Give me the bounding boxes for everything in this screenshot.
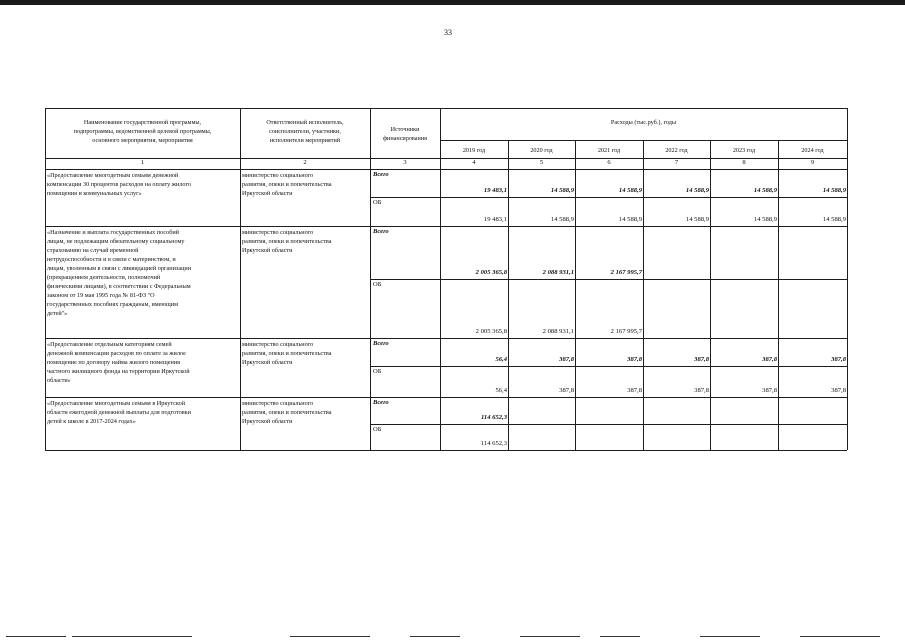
source-total-label: Всего [373, 399, 389, 406]
header-year: 2021 год [597, 147, 621, 154]
table-rule [45, 450, 847, 451]
header-name: Наименование государственной программы, подпрограммы, ведомственной целевой программы, основного мероприятия, мероприятия [73, 119, 212, 144]
total-value: 14 588,9 [550, 187, 574, 194]
ob-value: 387,8 [831, 387, 846, 394]
total-value: 2 005 365,8 [475, 269, 507, 276]
source-ob-label: ОБ [373, 368, 382, 375]
ob-value: 14 588,9 [618, 216, 642, 223]
column-number: 2 [303, 159, 307, 166]
header-expenses: Расходы (тыс.руб.), годы [610, 119, 677, 126]
ob-value: 19 483,1 [483, 216, 507, 223]
source-total-label: Всего [373, 340, 389, 347]
program-name: «Предоставление многодетным семьям в Иркутской области ежегодной денежной выплаты для подготовки детей к школе в 2017-2024 годах» [47, 400, 191, 425]
total-value: 14 588,9 [753, 187, 777, 194]
executor-name: министерство социального развития, опеки и попечительства Иркутской области [242, 229, 332, 254]
total-value: 2 088 931,1 [542, 269, 574, 276]
column-number: 3 [403, 159, 407, 166]
table-rule [45, 338, 847, 339]
total-value: 2 167 995,7 [610, 269, 642, 276]
table-rule [45, 108, 847, 109]
header-year: 2022 год [665, 147, 688, 154]
executor-name: министерство социального развития, опеки и попечительства Иркутской области [242, 172, 332, 197]
total-value: 14 588,9 [618, 187, 642, 194]
header-year: 2019 год [462, 147, 486, 154]
table-rule [45, 397, 847, 398]
column-number: 4 [472, 159, 476, 166]
program-name: «Назначение и выплата государственных пособий лицам, не подлежащим обязательному социальному страхованию на случай временной нетрудоспособности и в связи с материнством, и лицам, уволенным в связи с ликвидацией организации (прекращением деятельности, полномочий физическими лицами), в соответствии с Федеральным законом от 19 мая 1995 года № 81-ФЗ "О государственных пособиях гражданам, имеющим детей"» [47, 229, 192, 317]
header-year: 2024 год [801, 147, 824, 154]
total-value: 14 588,9 [685, 187, 709, 194]
ob-value: 387,8 [694, 387, 709, 394]
ob-value: 14 588,9 [822, 216, 846, 223]
executor-name: министерство социального развития, опеки и попечительства Иркутской области [242, 341, 332, 366]
total-value: 387,8 [762, 356, 777, 363]
source-ob-label: ОБ [373, 281, 382, 288]
total-value: 387,8 [559, 356, 574, 363]
ob-value: 387,8 [762, 387, 777, 394]
total-value: 387,8 [694, 356, 709, 363]
scan-top-border [0, 0, 905, 5]
executor-name: министерство социального развития, опеки и попечительства Иркутской области [242, 400, 332, 425]
ob-value: 387,8 [559, 387, 574, 394]
total-value: 387,8 [831, 356, 846, 363]
ob-value: 56,4 [495, 387, 507, 394]
scan-edge-mark [800, 636, 880, 637]
table-rule [45, 169, 847, 170]
total-value: 14 588,9 [822, 187, 846, 194]
table-rule [45, 226, 847, 227]
ob-value: 114 652,3 [480, 440, 507, 447]
header-source: Источники финансирования [383, 126, 427, 142]
total-value: 387,8 [627, 356, 642, 363]
ob-value: 2 005 365,8 [475, 328, 507, 335]
table-rule [370, 197, 847, 198]
scan-edge-mark [6, 636, 66, 637]
table-rule [370, 424, 847, 425]
table-rule [370, 279, 847, 280]
header-executor: Ответственный исполнитель, соисполнители, участники, исполнители мероприятий [266, 119, 344, 144]
total-value: 19 483,1 [483, 187, 507, 194]
program-name: «Предоставление многодетным семьям денежной компенсации 30 процентов расходов на оплату жилого помещения и коммунальных услуг» [47, 172, 191, 197]
ob-value: 2 088 931,1 [542, 328, 574, 335]
table-rule [370, 366, 847, 367]
scan-edge-mark [410, 636, 460, 637]
ob-value: 14 588,9 [753, 216, 777, 223]
program-name: «Предоставление отдельным категориям семей денежной компенсации расходов по оплате за жилое помещение по договору найма жилого помещения частного жилищного фонда на территории Иркутской области» [47, 341, 190, 384]
scan-edge-mark [600, 636, 640, 637]
source-ob-label: ОБ [373, 199, 382, 206]
header-year: 2023 год [732, 147, 756, 154]
column-number: 1 [140, 159, 145, 166]
ob-value: 14 588,9 [550, 216, 574, 223]
column-number: 7 [674, 159, 679, 166]
ob-value: 14 588,9 [685, 216, 709, 223]
scan-edge-mark [520, 636, 580, 637]
scan-edge-mark [290, 636, 370, 637]
column-number: 9 [810, 159, 815, 166]
header-year: 2020 год [530, 147, 553, 154]
table-rule [847, 108, 848, 450]
source-total-label: Всего [373, 171, 389, 178]
source-ob-label: ОБ [373, 426, 382, 433]
column-number: 6 [607, 159, 611, 166]
column-number: 5 [539, 159, 544, 166]
page-number: 33 [444, 28, 452, 37]
ob-value: 387,8 [627, 387, 642, 394]
column-number: 8 [742, 159, 746, 166]
source-total-label: Всего [373, 228, 389, 235]
total-value: 56,4 [495, 356, 507, 363]
scan-edge-mark [72, 636, 192, 637]
scan-edge-mark [700, 636, 760, 637]
ob-value: 2 167 995,7 [610, 328, 642, 335]
total-value: 114 652,3 [480, 414, 507, 421]
